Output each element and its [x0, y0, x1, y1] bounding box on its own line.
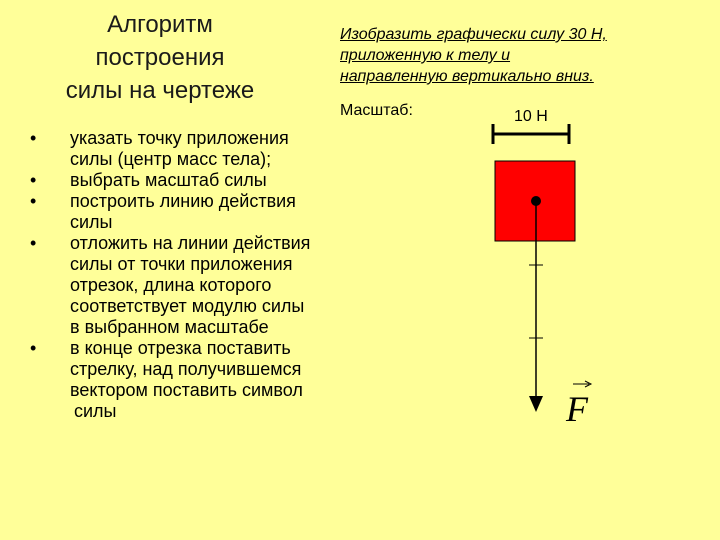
step-line: силы [70, 212, 113, 232]
title-line: силы на чертеже [65, 77, 255, 104]
step-line: силы (центр масс тела); [70, 149, 272, 169]
bullet-icon: • [30, 170, 37, 190]
step-line: отрезок, длина которого [70, 275, 272, 295]
scale-bar [492, 124, 570, 144]
step-line: стрелку, над получившемся [70, 359, 302, 379]
task-line: Изобразить графически силу 30 Н, [340, 26, 607, 43]
step-line: отложить на линии действия [70, 233, 311, 253]
step-line: выбрать масштаб силы [70, 170, 267, 190]
bullet-icon: • [30, 338, 37, 358]
task-line: приложенную к телу и [340, 47, 511, 64]
step-line: построить линию действия [70, 191, 296, 211]
step-line: в конце отрезка поставить [70, 338, 291, 358]
step-line: вектором поставить символ [70, 380, 303, 400]
step-line: указать точку приложения [70, 128, 289, 148]
application-point [531, 196, 541, 206]
step-line: соответствует модулю силы [70, 296, 305, 316]
title-line: Алгоритм [107, 11, 213, 38]
force-symbol-text: F [566, 389, 588, 429]
title-line: построения [95, 44, 225, 71]
bullet-icon: • [30, 233, 37, 253]
step-line: силы от точки приложения [70, 254, 293, 274]
arrowhead-icon [529, 396, 543, 412]
bullet-icon: • [30, 128, 37, 148]
step-line: в выбранном масштабе [70, 317, 269, 337]
scale-label: Масштаб: [340, 102, 413, 119]
scale-value: 10 Н [514, 108, 548, 125]
task-line: направленную вертикально вниз. [340, 68, 594, 85]
bullet-icon: • [30, 191, 37, 211]
force-symbol [565, 381, 591, 429]
step-line: силы [74, 401, 117, 421]
